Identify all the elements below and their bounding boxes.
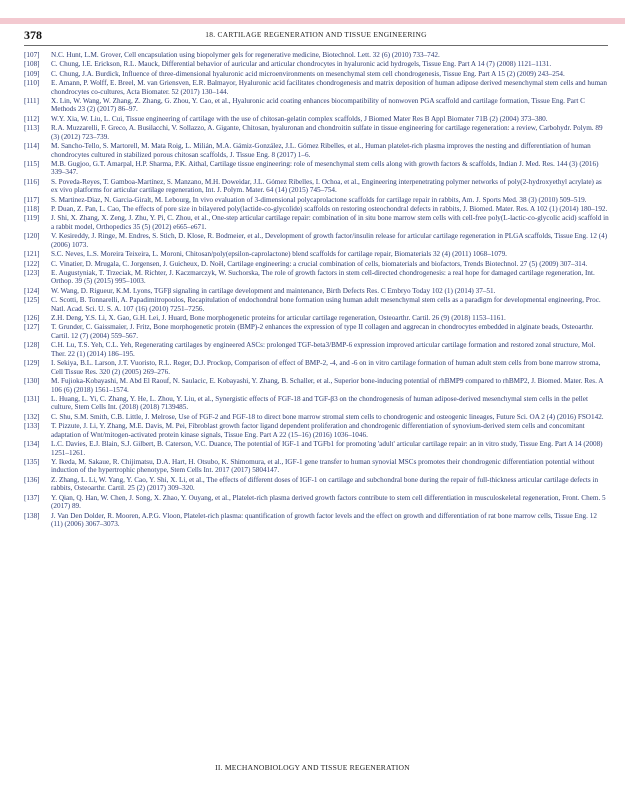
reference-number: [108] bbox=[24, 60, 40, 69]
reference-item bbox=[24, 214, 610, 231]
reference-number: [121] bbox=[24, 250, 40, 259]
reference-item bbox=[24, 476, 610, 493]
reference-text: T. Grunder, C. Gaissmaier, J. Fritz, Bone morphogenetic protein (BMP)-2 enhances the expression of type II collagen and aggrecan in chondrocytes embedded in alginate beads, Osteoarthr. Cartil. 12 (7) (2004) 559–567. bbox=[51, 323, 594, 340]
reference-text: M. Fujioka-Kobayashi, M. Abd El Raouf, N. Saulacic, E. Kobayashi, Y. Zhang, B. Schaller, et al., Superior bone-inducing potential of rhBMP9 compared to rhBMP2, J. Biomed. Mater. Res. A 106 (6) (2018) 1561–1574. bbox=[51, 377, 604, 394]
reference-number: [109] bbox=[24, 69, 40, 78]
reference-item bbox=[24, 97, 610, 114]
reference-number: [114] bbox=[24, 142, 40, 151]
reference-number: [138] bbox=[24, 511, 40, 520]
reference-text: M.B. Gugjoo, G.T. Amarpal, H.P. Sharma, P.K. Aithal, Cartilage tissue engineering: role of mesenchymal stem cells along with growth factors & scaffolds, Indian J. Med. Res. 144 (3) (2016) 339–347. bbox=[51, 159, 599, 177]
reference-number: [134] bbox=[24, 440, 40, 449]
reference-text: S.C. Neves, L.S. Moreira Teixeira, L. Moroni, Chitosan/poly(epsilon-caprolactone) blend scaffolds for cartilage repair, Biomaterials 32 (4) (2011) 1068–1079. bbox=[51, 250, 507, 259]
reference-text: J. Van Den Dolder, R. Mooren, A.P.G. Vloon, Platelet-rich plasma: quantification of growth factor levels and the effect on growth and differentiation of rat bone marrow cells, Tissue Eng. 12 (11) (2006) 3067–3073. bbox=[51, 511, 597, 529]
reference-item bbox=[24, 232, 610, 249]
reference-text: V. Kesireddy, J. Ringe, M. Endres, S. Stich, D. Klose, R. Bodmeier, et al., Development of growth factor/insulin release for articular cartilage regeneration in PLGA scaffolds, Tissue Eng. 12 (4) (2006) 1073. bbox=[51, 232, 608, 249]
reference-item bbox=[24, 458, 610, 475]
reference-text: W. Wang, D. Rigueur, K.M. Lyons, TGFβ signaling in cartilage development and maintenance, Birth Defects Res. C Embryo Today 102 (1) (2014) 37–51. bbox=[51, 286, 496, 295]
reference-item bbox=[24, 422, 610, 439]
reference-number: [128] bbox=[24, 341, 40, 350]
reference-text: Z. Zhang, L. Li, W. Yang, Y. Cao, Y. Shi, X. Li, et al., The effects of different doses of IGF-1 on cartilage and subchondral bone during the repair of full-thickness articular cartilage defects in rabbits, Osteoarthr. Cartil. 25 (2) (2017) 309–320. bbox=[51, 475, 599, 493]
reference-item bbox=[24, 60, 610, 69]
reference-number: [135] bbox=[24, 457, 40, 466]
reference-item bbox=[24, 51, 610, 60]
reference-text: W.Y. Xia, W. Liu, L. Cui, Tissue engineering of cartilage with the use of chitosan-gelatin complex scaffolds, J Biomed Mater Res B Appl Biomater 71B (2) (2004) 373–380. bbox=[51, 114, 548, 123]
page-footer: II. MECHANOBIOLOGY AND TISSUE REGENERATION bbox=[215, 763, 410, 772]
reference-item bbox=[24, 341, 610, 358]
reference-number: [131] bbox=[24, 394, 40, 403]
reference-text: R.A. Muzzarelli, F. Greco, A. Busilacchi, V. Sollazzo, A. Gigante, Chitosan, hyaluronan and chondroitin sulfate in tissue engineering for cartilage regeneration: a review, Carbohydr. Polym. 89 (3) (2012) 723–739. bbox=[51, 124, 603, 141]
reference-number: [119] bbox=[24, 214, 40, 223]
reference-text: N.C. Hunt, L.M. Grover, Cell encapsulation using biopolymer gels for regenerative medicine, Biotechnol. Lett. 32 (6) (2010) 733–742. bbox=[51, 51, 440, 59]
reference-item bbox=[24, 115, 610, 124]
reference-number: [116] bbox=[24, 177, 40, 186]
reference-number: [129] bbox=[24, 359, 40, 368]
reference-text: L. Huang, L. Yi, C. Zhang, Y. He, L. Zhou, Y. Liu, et al., Synergistic effects of FGF-18 and TGF-β3 on the chondrogenesis of human adipose-derived mesenchymal stem cells in the pellet culture, Stem Cells Int. (2018) (2018) 7139485. bbox=[51, 394, 588, 412]
reference-number: [127] bbox=[24, 323, 40, 332]
reference-text: T. Pizzute, J. Li, Y. Zhang, M.E. Davis, M. Pei, Fibroblast growth factor ligand dependent proliferation and chondrogenic differentiation of synovium-derived stem cells and concomitant adaptation of Wnt/mitogen-activated protein kinase signals, Tissue Eng. Part A 22 (15–16) (2016) 1036–1046. bbox=[51, 422, 585, 439]
reference-text: C. Shu, S.M. Smith, C.B. Little, J. Melrose, Use of FGF-2 and FGF-18 to direct bone marrow stromal stem cells to chondrogenic and osteogenic lineages, Future Sci. OA 2 (4) (2016) FSO142. bbox=[51, 412, 604, 421]
reference-number: [120] bbox=[24, 232, 40, 241]
reference-item bbox=[24, 124, 610, 141]
reference-item bbox=[24, 359, 610, 376]
reference-item bbox=[24, 512, 610, 529]
reference-item bbox=[24, 269, 610, 286]
reference-number: [112] bbox=[24, 114, 40, 123]
reference-item bbox=[24, 70, 610, 79]
reference-number: [136] bbox=[24, 475, 40, 484]
reference-number: [111] bbox=[24, 96, 40, 105]
reference-item bbox=[24, 196, 610, 205]
reference-number: [125] bbox=[24, 296, 40, 305]
reference-item bbox=[24, 205, 610, 214]
reference-text: S. Martinez-Diaz, N. Garcia-Giralt, M. Lebourg, In vivo evaluation of 3-dimensional polycaprolactone scaffolds for cartilage repair in rabbits, Am. J. Sports Med. 38 (3) (2010) 509–519. bbox=[51, 195, 587, 204]
reference-text: C. Chung, I.E. Erickson, R.L. Mauck, Differential behavior of auricular and articular chondrocytes in hyaluronic acid hydrogels, Tissue Eng. Part A 14 (7) (2008) 1121–1131. bbox=[51, 60, 552, 69]
reference-number: [132] bbox=[24, 412, 40, 421]
reference-item bbox=[24, 160, 610, 177]
reference-text: E. Amann, P. Wolff, E. Breel, M. van Griensven, E.R. Balmayor, Hyaluronic acid facilitates chondrogenesis and matrix deposition of human adipose derived mesenchymal stem cells and human chondrocytes co-cultures, Acta Biomater. 52 (2017) 130–144. bbox=[51, 79, 607, 96]
reference-text: Y. Qian, Q. Han, W. Chen, J. Song, X. Zhao, Y. Ouyang, et al., Platelet-rich plasma derived growth factors contribute to stem cell differentiation in musculoskeletal regeneration, Front. Chem. 5 (2017) 89. bbox=[51, 493, 606, 511]
reference-item bbox=[24, 178, 610, 195]
reference-item bbox=[24, 79, 610, 96]
reference-number: [123] bbox=[24, 268, 40, 277]
reference-item bbox=[24, 413, 610, 422]
reference-number: [110] bbox=[24, 79, 40, 88]
reference-text: C. Scotti, B. Tonnarelli, A. Papadimitropoulos, Recapitulation of endochondral bone formation using human adult mesenchymal stem cells as a paradigm for developmental engineering, Proc. Natl. Acad. Sci. U. S. A. 107 (16) (2010) 7251–7256. bbox=[51, 296, 601, 313]
reference-number: [113] bbox=[24, 124, 40, 133]
reference-text: M. Sancho-Tello, S. Martorell, M. Mata Roig, L. Milián, M.A. Gámiz-González, J.L. Gómez Ribelles, et al., Human platelet-rich plasma improves the nesting and differentiation of human chondrocytes cultured in stabilized porous chitosan scaffolds, J. Tissue Eng. 8 (2017) 1–6. bbox=[51, 142, 591, 159]
reference-item bbox=[24, 287, 610, 296]
reference-text: Y. Ikeda, M. Sakaue, R. Chijimatsu, D.A. Hart, H. Otsubo, K. Shimomura, et al., IGF-1 gene transfer to human synovial MSCs promotes their chondrogenic differentiation potential without induction of the hypertrophic phenotype, Stem Cells Int. 2017 (2017) 5804147. bbox=[51, 457, 595, 475]
reference-item bbox=[24, 440, 610, 457]
reference-item bbox=[24, 314, 610, 323]
reference-text: C. Vinatier, D. Mrugala, C. Jorgensen, J. Guicheux, D. Noël, Cartilage engineering: a crucial combination of cells, biomaterials and biofactors, Trends Biotechnol. 27 (5) (2009) 307–314. bbox=[51, 259, 588, 268]
reference-item bbox=[24, 250, 610, 259]
reference-text: S. Poveda-Reyes, T. Gamboa-Martínez, S. Manzano, M.H. Doweidar, J.L. Gómez Ribelles, I. Ochoa, et al., Engineering interpenetrating polymer networks of poly(2-hydroxyethyl acrylate) as ex vivo platforms for articular cartilage regeneration, Int. J. Polym. Mater. 64 (14) (2015) 745–754. bbox=[51, 177, 602, 195]
reference-text: C.H. Lu, T.S. Yeh, C.L. Yeh, Regenerating cartilages by engineered ASCs: prolonged TGF-beta3/BMP-6 expression improved articular cartilage formation and restored zonal structure, Mol. Ther. 22 (1) (2014) 186–195. bbox=[51, 341, 596, 358]
reference-item bbox=[24, 296, 610, 313]
reference-item bbox=[24, 260, 610, 269]
reference-text: X. Lin, W. Wang, W. Zhang, Z. Zhang, G. Zhou, Y. Cao, et al., Hyaluronic acid coating enhances biocompatibility of nonwoven PGA scaffold and cartilage formation, Tissue Eng. Part C Methods 23 (2) (2017) 86–97. bbox=[51, 96, 585, 114]
reference-text: L.C. Davies, E.J. Blain, S.J. Gilbert, B. Caterson, V.C. Duance, The potential of IGF-1 and TGFb1 for promoting 'adult' articular cartilage repair: an in vitro study, Tissue Eng. Part A 14 (2008) 1251–1261. bbox=[51, 440, 603, 457]
reference-number: [137] bbox=[24, 493, 40, 502]
reference-number: [133] bbox=[24, 422, 40, 431]
reference-number: [122] bbox=[24, 259, 40, 268]
running-title: 18. CARTILAGE REGENERATION AND TISSUE ENGINEERING bbox=[205, 30, 427, 39]
reference-list bbox=[24, 51, 610, 529]
reference-item bbox=[24, 377, 610, 394]
reference-number: [117] bbox=[24, 195, 40, 204]
header-color-bar bbox=[0, 18, 625, 24]
reference-number: [118] bbox=[24, 205, 40, 214]
reference-number: [130] bbox=[24, 377, 40, 386]
page-header bbox=[24, 28, 608, 44]
reference-text: P. Duan, Z. Pan, L. Cao, The effects of pore size in bilayered poly(lactide-co-glycolide) scaffolds on restoring osteochondral defects in rabbits, J. Biomed. Mater. Res. A 102 (1) (2014) 180–192. bbox=[51, 205, 608, 214]
reference-text: C. Chung, J.A. Burdick, Influence of three-dimensional hyaluronic acid microenvironments on mesenchymal stem cell chondrogenesis, Tissue Eng. Part A 15 (2) (2009) 243–254. bbox=[51, 69, 565, 78]
reference-item bbox=[24, 494, 610, 511]
reference-number: [115] bbox=[24, 159, 40, 168]
reference-item bbox=[24, 142, 610, 159]
reference-item bbox=[24, 395, 610, 412]
reference-text: Z.H. Deng, Y.S. Li, X. Gao, G.H. Lei, J. Huard, Bone morphogenetic proteins for articular cartilage regeneration, Osteoarthr. Cartil. 26 (9) (2018) 1153–1161. bbox=[51, 314, 506, 322]
reference-text: J. Shi, X. Zhang, X. Zeng, J. Zhu, Y. Pi, C. Zhou, et al., One-step articular cartilage repair: combination of in situ bone marrow stem cells with cell-free poly(L-lactic-co-glycolic acid) scaffold in a rabbit model, Orthopedics 35 (5) (2012) e665–e671. bbox=[51, 214, 609, 231]
reference-text: I. Sekiya, B.L. Larson, J.T. Vuoristo, R.L. Reger, D.J. Prockop, Comparison of effect of BMP-2, -4, and -6 on in vitro cartilage formation of human adult stem cells from bone marrow stroma, Cell Tissue Res. 320 (2) (2005) 269–276. bbox=[51, 359, 601, 376]
reference-number: [126] bbox=[24, 314, 40, 322]
reference-number: [124] bbox=[24, 286, 40, 295]
header-rule bbox=[24, 45, 608, 46]
reference-number: [107] bbox=[24, 51, 40, 59]
reference-item bbox=[24, 323, 610, 340]
page-number: 378 bbox=[24, 28, 42, 42]
reference-text: E. Augustyniak, T. Trzeciak, M. Richter, J. Kaczmarczyk, W. Suchorska, The role of growth factors in stem cell-directed chondrogenesis: a real hope for damaged cartilage regeneration, Int. Orthop. 39 (5) (2015) 995–1003. bbox=[51, 268, 595, 286]
